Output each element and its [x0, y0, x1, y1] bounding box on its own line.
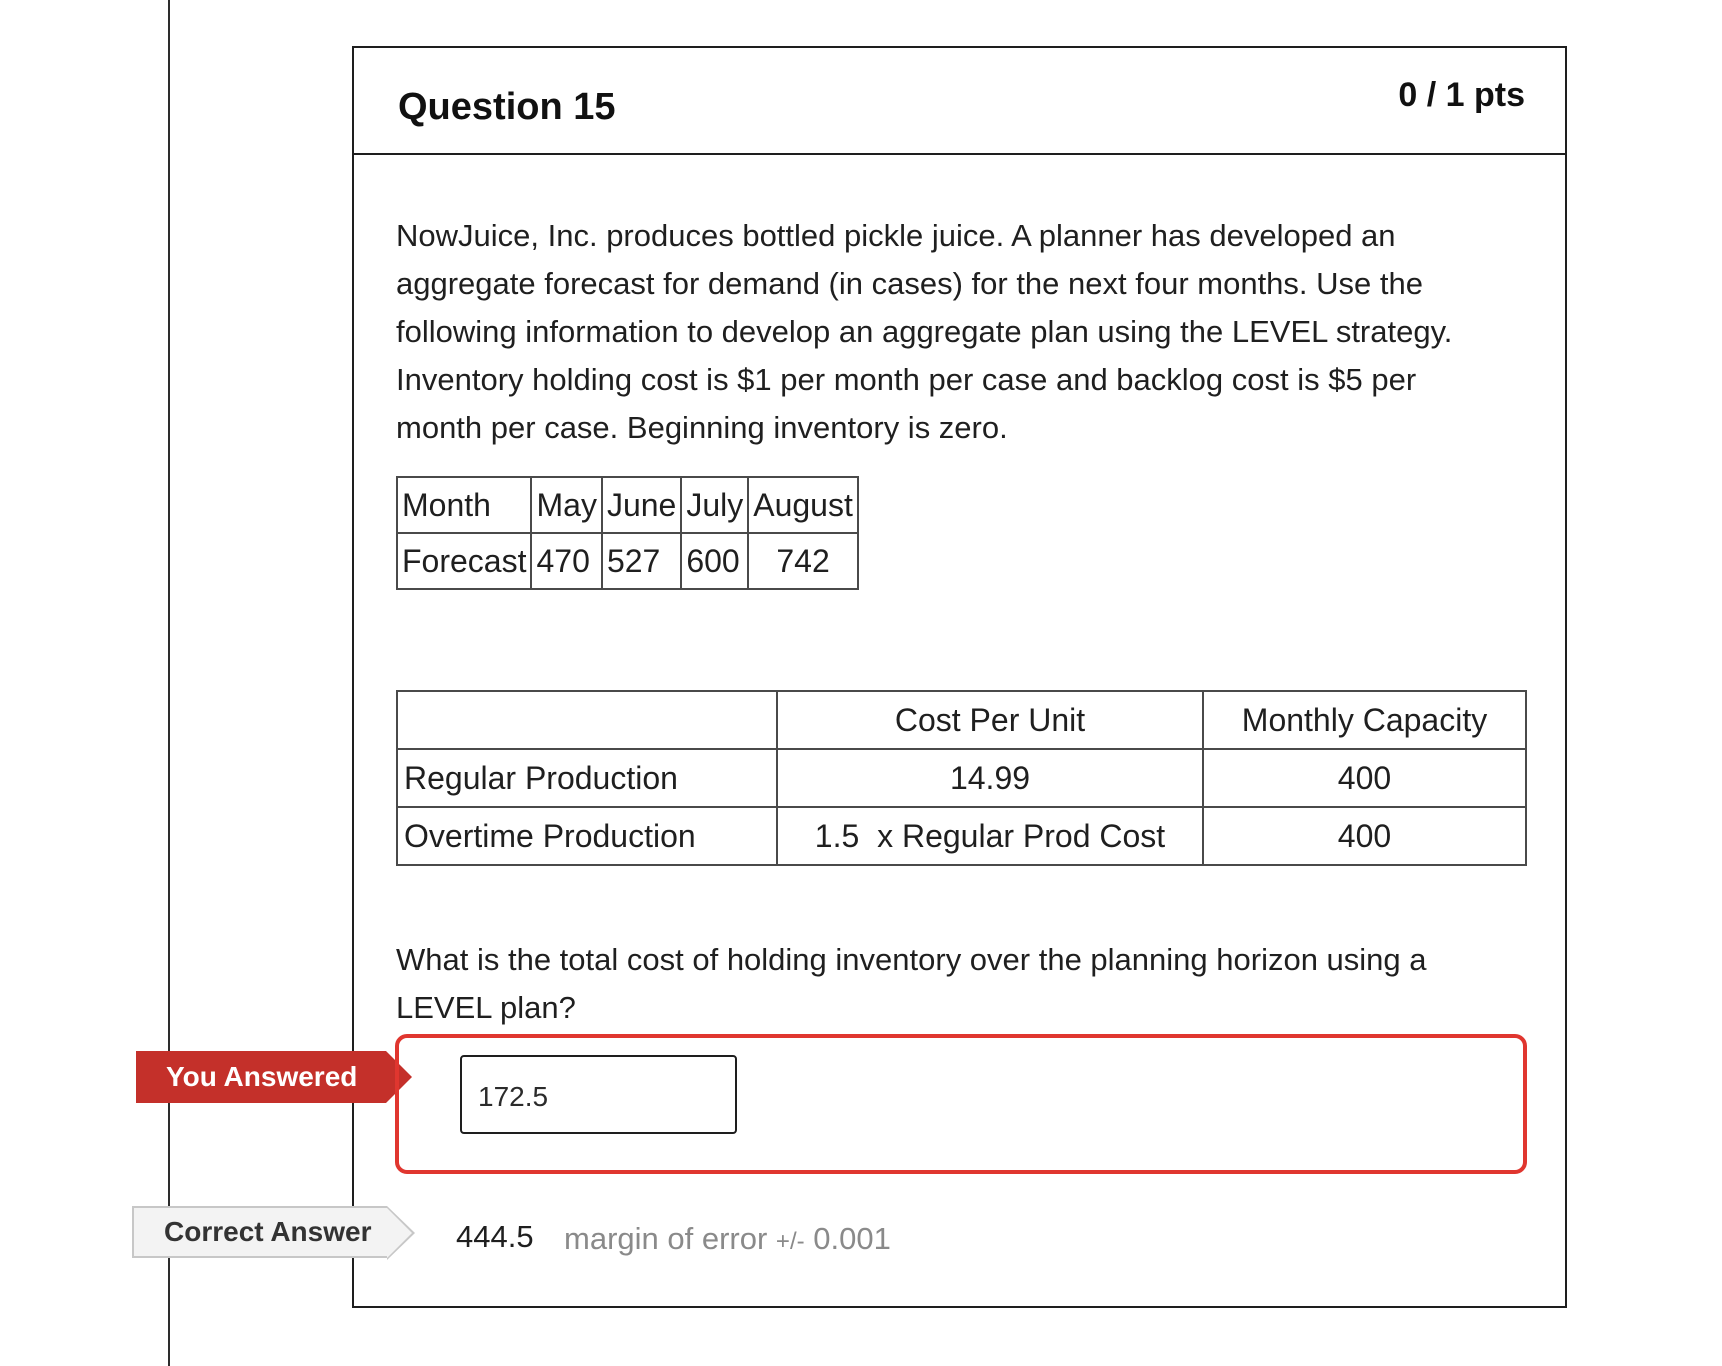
forecast-table: [396, 476, 859, 590]
margin-label: margin of error: [564, 1221, 768, 1256]
table-header: [397, 691, 777, 749]
table-header-row: [397, 691, 1526, 749]
table-row: [397, 533, 858, 589]
question-body: NowJuice, Inc. produces bottled pickle juice. A planner has developed an aggregate forecast for demand (in cases) for the next four months. Use the following information to develop an aggregate plan using the LEVEL strategy. Inventory holding cost is $1 per month per case and backlog cost is $5 per month per case. Beginning inventory is zero.: [396, 218, 1453, 445]
table-cell: 600: [681, 533, 748, 589]
table-cell: July: [681, 477, 748, 533]
correct-answer-value: 444.5: [456, 1219, 534, 1254]
left-divider: [168, 0, 170, 1366]
you-answered-tag: You Answered: [136, 1051, 386, 1103]
table-cell: August: [748, 477, 858, 533]
question-points: 0 / 1 pts: [1398, 76, 1525, 114]
table-cell: 400: [1203, 807, 1526, 865]
table-cell: 742: [748, 533, 858, 589]
margin-value: 0.001: [813, 1221, 891, 1256]
answer-wrong-box: [395, 1034, 1527, 1174]
table-header: Cost Per Unit: [777, 691, 1203, 749]
cost-table: [396, 690, 1527, 866]
table-cell: May: [531, 477, 601, 533]
table-cell: 470: [531, 533, 601, 589]
question-title: Question 15: [398, 86, 616, 128]
table-cell: June: [602, 477, 681, 533]
table-cell: 1.5 x Regular Prod Cost: [777, 807, 1203, 865]
table-row: [397, 749, 1526, 807]
margin-plus-minus: +/-: [775, 1228, 805, 1255]
table-row: [397, 807, 1526, 865]
table-row: [397, 477, 858, 533]
table-cell: Forecast: [397, 533, 531, 589]
table-header: Monthly Capacity: [1203, 691, 1526, 749]
answer-input[interactable]: 172.5: [460, 1055, 737, 1134]
question-prompt: What is the total cost of holding inventory over the planning horizon using a LEVEL plan?: [396, 942, 1427, 1025]
correct-answer-tag: Correct Answer: [132, 1206, 387, 1258]
table-cell: Month: [397, 477, 531, 533]
table-cell: 400: [1203, 749, 1526, 807]
table-cell: Regular Production: [397, 749, 777, 807]
margin-of-error: [564, 1221, 891, 1257]
table-cell: 527: [602, 533, 681, 589]
table-cell: Overtime Production: [397, 807, 777, 865]
question-header: [352, 46, 1567, 155]
table-cell: 14.99: [777, 749, 1203, 807]
